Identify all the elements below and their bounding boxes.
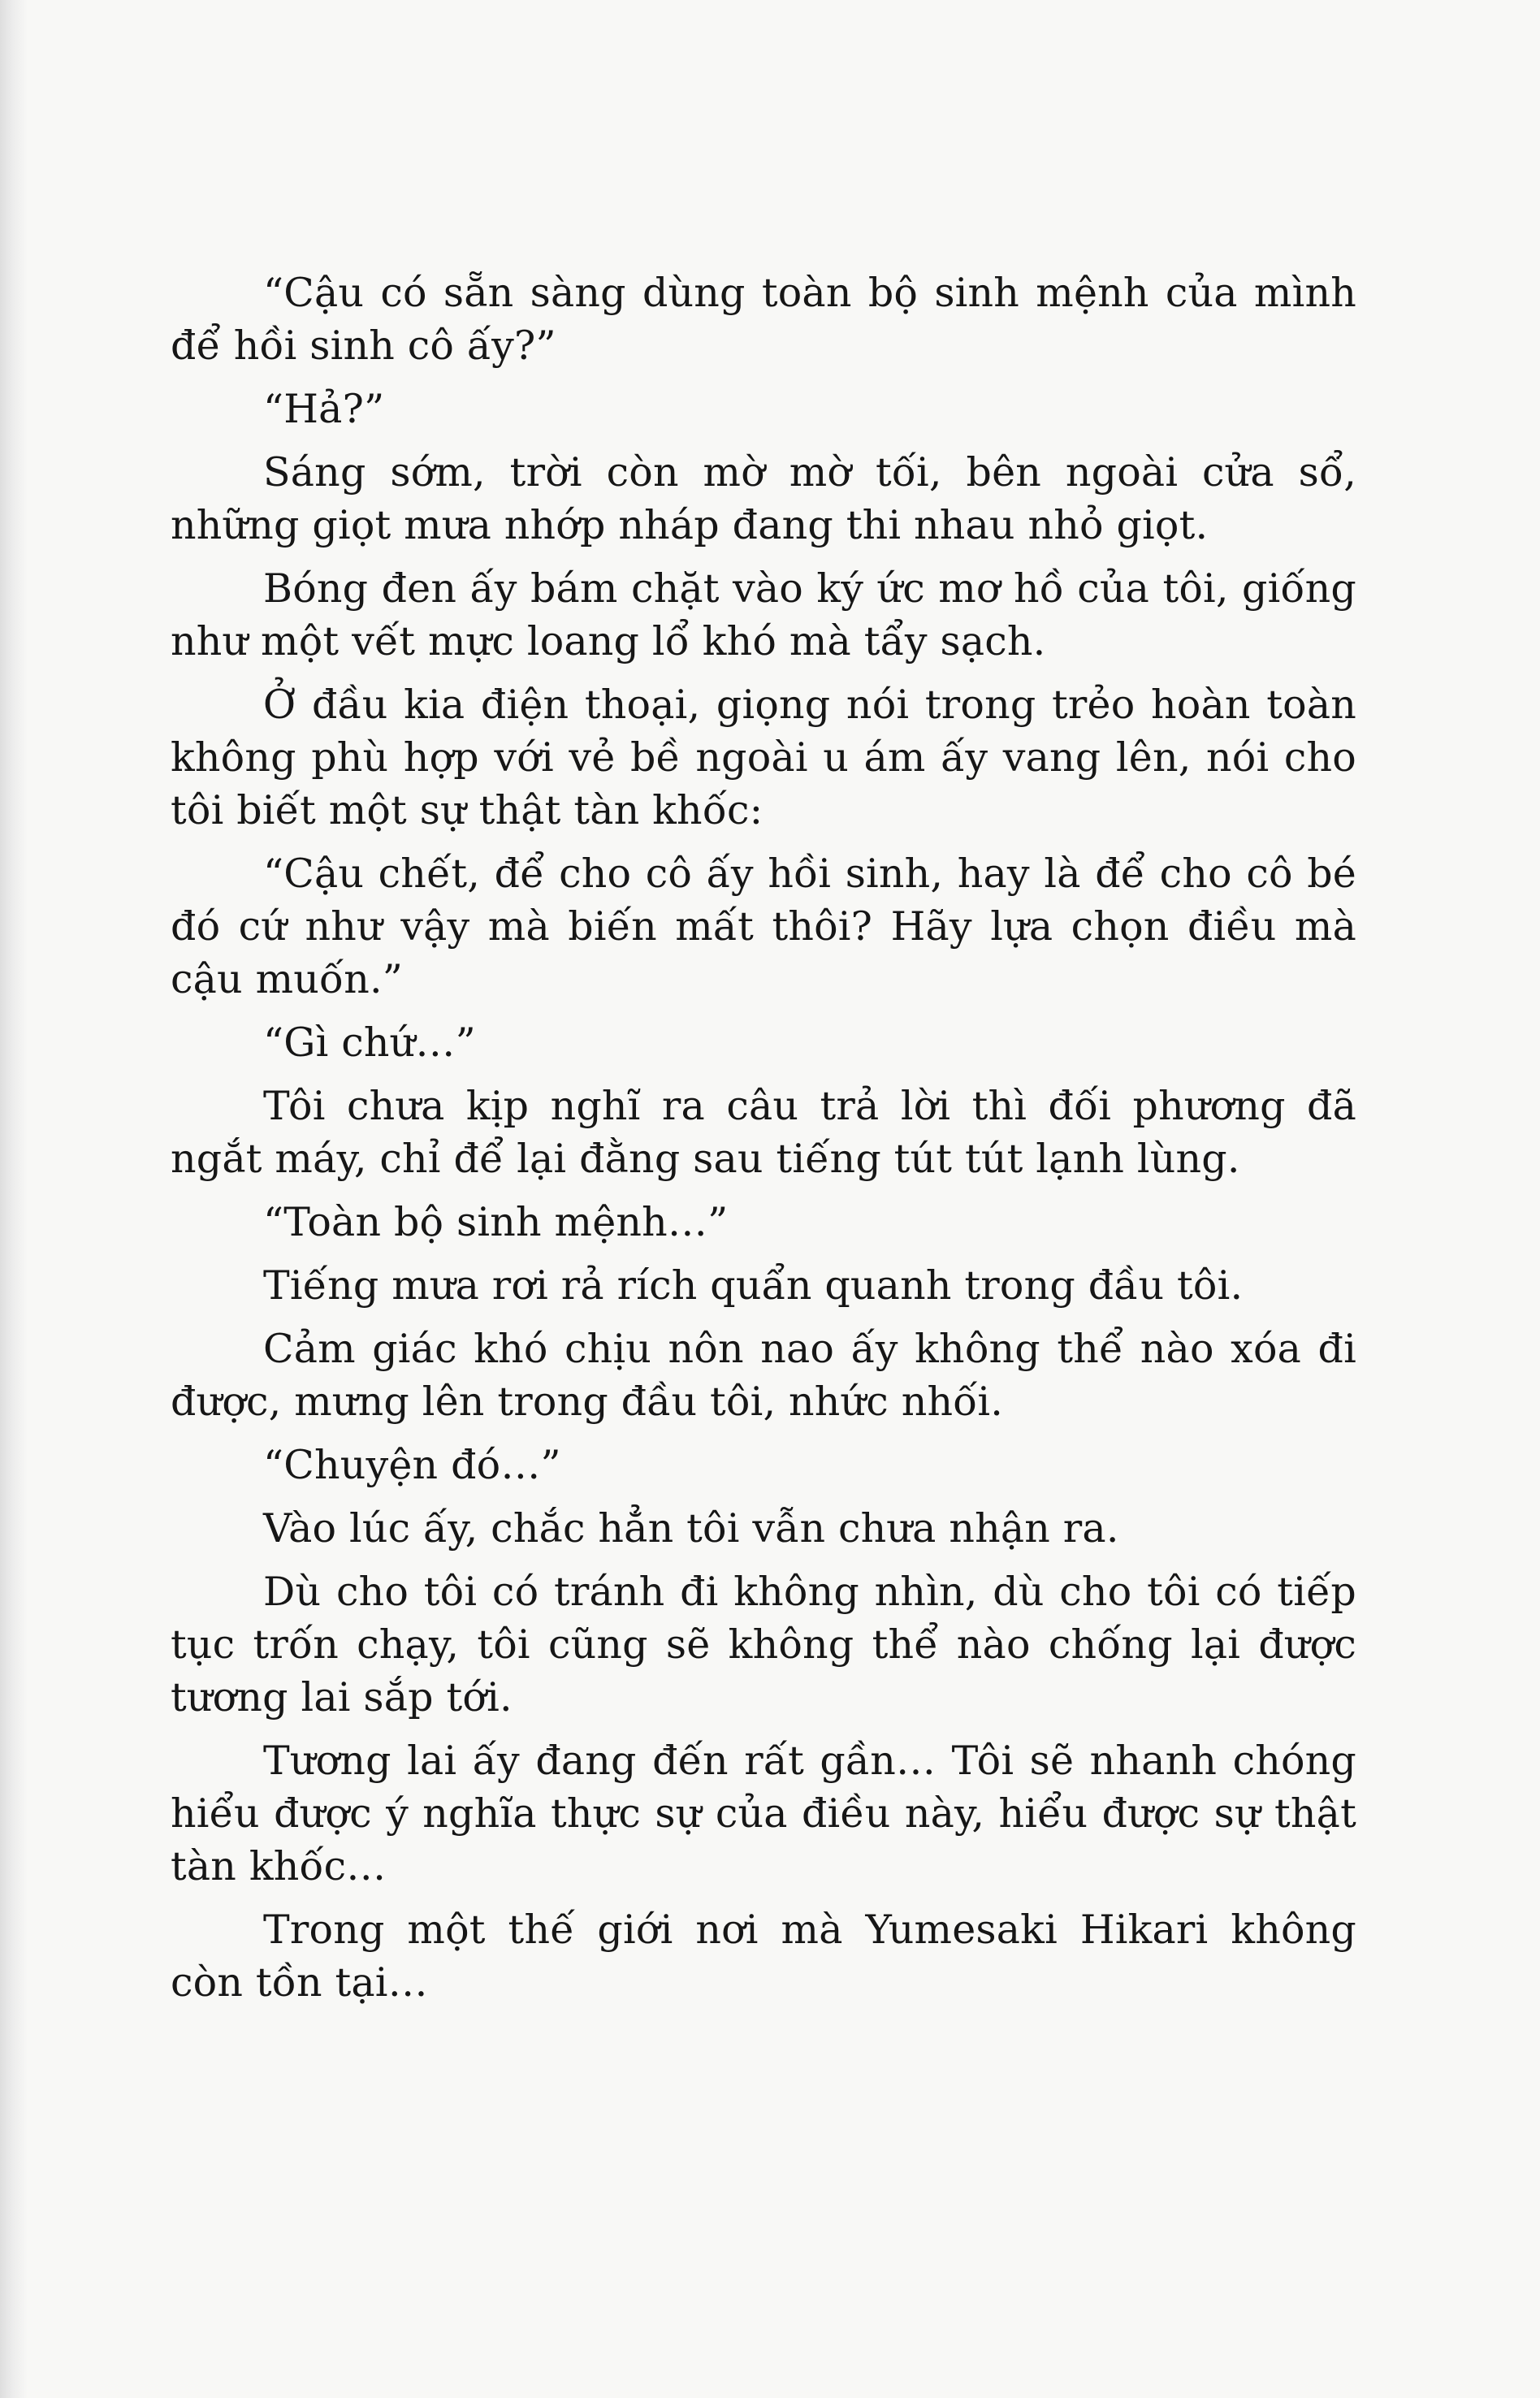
paragraph: Dù cho tôi có tránh đi không nhìn, dù cho tôi có tiếp tục trốn chạy, tôi cũng sẽ không thể nào chống lại được tương lai sắp tới. xyxy=(171,1569,1356,1721)
paragraph: Cảm giác khó chịu nôn nao ấy không thể nào xóa đi được, mưng lên trong đầu tôi, nhức nhối. xyxy=(171,1326,1356,1425)
paragraph: “Gì chứ…” xyxy=(263,1019,476,1066)
paragraph: “Cậu có sẵn sàng dùng toàn bộ sinh mệnh của mình để hồi sinh cô ấy?” xyxy=(171,270,1356,369)
paragraph: Bóng đen ấy bám chặt vào ký ức mơ hồ của tôi, giống như một vết mực loang lổ khó mà tẩy sạch. xyxy=(171,565,1356,664)
paragraph: Trong một thế giới nơi mà Yumesaki Hikari không còn tồn tại… xyxy=(171,1907,1356,2006)
page-text xyxy=(171,266,1356,2019)
paragraph: “Toàn bộ sinh mệnh…” xyxy=(263,1199,729,1245)
paragraph: Tiếng mưa rơi rả rích quẩn quanh trong đầu tôi. xyxy=(263,1262,1244,1309)
paragraph: “Chuyện đó…” xyxy=(263,1442,561,1488)
paragraph: Ở đầu kia điện thoại, giọng nói trong trẻo hoàn toàn không phù hợp với vẻ bề ngoài u ám ấy vang lên, nói cho tôi biết một sự thật tàn khốc: xyxy=(171,682,1356,833)
paragraph: “Cậu chết, để cho cô ấy hồi sinh, hay là để cho cô bé đó cứ như vậy mà biến mất thôi? Hãy lựa chọn điều mà cậu muốn.” xyxy=(171,851,1356,1002)
paragraph: Vào lúc ấy, chắc hẳn tôi vẫn chưa nhận ra. xyxy=(263,1505,1119,1552)
paragraph: Tôi chưa kịp nghĩ ra câu trả lời thì đối phương đã ngắt máy, chỉ để lại đằng sau tiếng tút tút lạnh lùng. xyxy=(171,1083,1356,1182)
paragraph: “Hả?” xyxy=(263,386,385,432)
page-edge-shadow xyxy=(0,0,28,2398)
paragraph: Tương lai ấy đang đến rất gần… Tôi sẽ nhanh chóng hiểu được ý nghĩa thực sự của điều này, hiểu được sự thật tàn khốc… xyxy=(171,1738,1356,1889)
paragraph: Sáng sớm, trời còn mờ mờ tối, bên ngoài cửa sổ, những giọt mưa nhớp nháp đang thi nhau nhỏ giọt. xyxy=(171,449,1356,548)
